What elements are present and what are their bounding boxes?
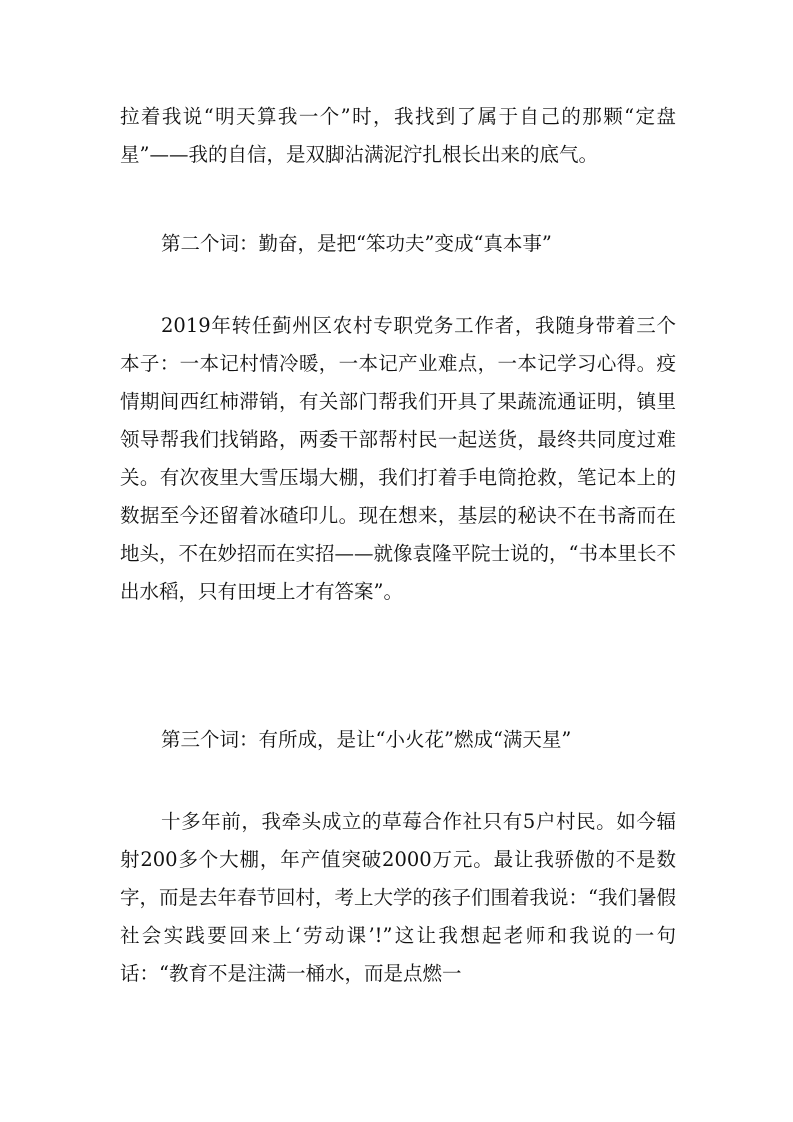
paragraph-3: 十多年前，我牵头成立的草莓合作社只有5户村民。如今辐射200多个大棚，年产值突破2000万元。最让我骄傲的不是数字，而是去年春节回村，考上大学的孩子们围着我说：“我们暑假社会实践要回来上‘劳动课’!”这让我想起老师和我说的一句话：“教育不是注满一桶水，而是点燃一 [120, 810, 676, 985]
paragraph-intro-continuation: 拉着我说“明天算我一个”时，我找到了属于自己的那颗“定盘星”——我的自信，是双脚沾满泥泞扎根长出来的底气。 [120, 105, 676, 166]
section-heading-2: 第二个词：勤奋，是把“笨功夫”变成“真本事” [161, 232, 552, 255]
paragraph-2: 2019年转任蓟州区农村专职党务工作者，我随身带着三个本子：一本记村情冷暖，一本记产业难点，一本记学习心得。疫情期间西红柿滞销，有关部门帮我们开具了果蔬流通证明，镇里领导帮我们找销路，两委干部帮村民一起送货，最终共同度过难关。有次夜里大雪压塌大棚，我们打着手电筒抢救，笔记本上的数据至今还留着冰碴印儿。现在想来，基层的秘诀不在书斋而在地头，不在妙招而在实招——就像袁隆平院士说的，“书本里长不出水稻，只有田埂上才有答案”。 [120, 314, 676, 603]
section-heading-3: 第三个词：有所成，是让“小火花”燃成“满天星” [161, 728, 572, 751]
